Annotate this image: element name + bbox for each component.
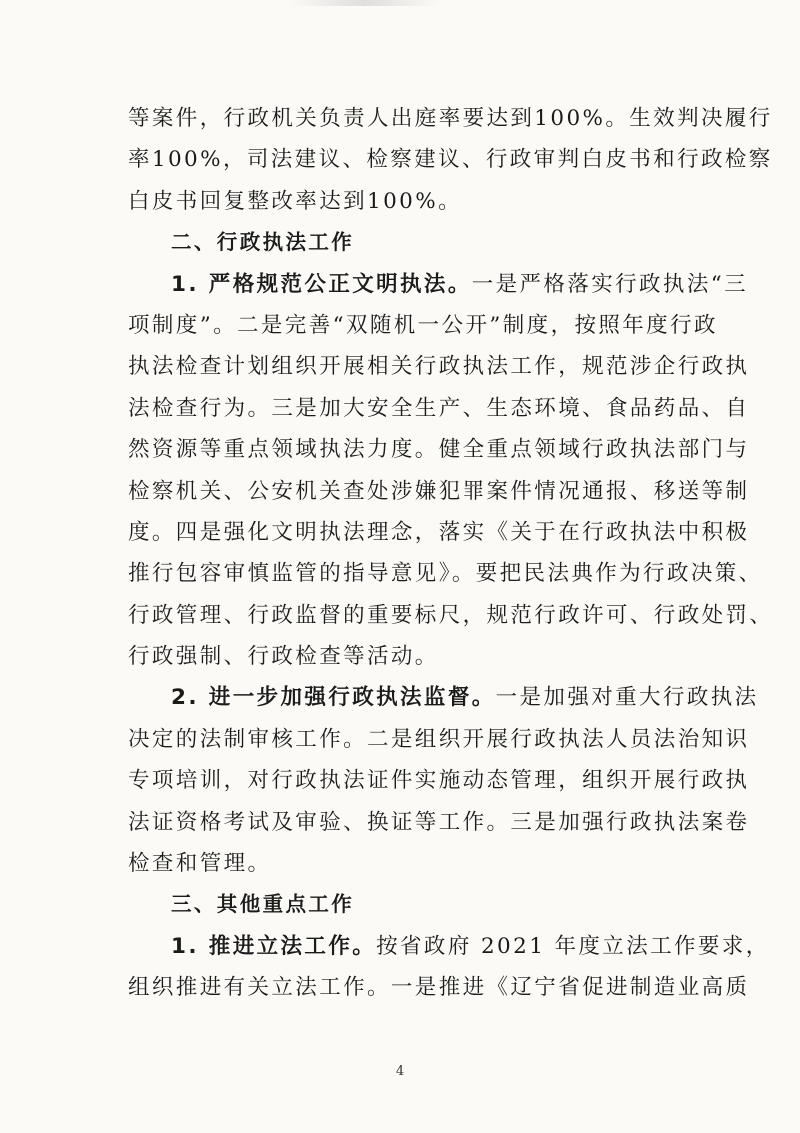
paragraph-lead: 2. 进一步加强行政执法监督。 xyxy=(171,685,496,711)
text-line: 按省政府 2021 年度立法工作要求， xyxy=(376,933,770,959)
text-line: 白皮书回复整改率达到100%。 xyxy=(128,188,462,214)
text-line: 专项培训，对行政执法证件实施动态管理，组织开展行政执 xyxy=(128,768,750,794)
paragraph-start-line xyxy=(128,926,770,967)
paragraph-lead: 1. 推进立法工作。 xyxy=(171,933,377,959)
text-line: 法证资格考试及审验、换证等工作。三是加强行政执法案卷 xyxy=(128,809,750,835)
text-line: 项制度”。二是完善“双随机一公开”制度，按照年度行政 xyxy=(128,312,718,338)
text-line: 执法检查计划组织开展相关行政执法工作，规范涉企行政执 xyxy=(128,354,750,380)
text-line: 检查和管理。 xyxy=(128,851,272,877)
text-line: 度。四是强化文明执法理念，落实《关于在行政执法中积极 xyxy=(128,519,750,545)
text-line: 一是加强对重大行政执法 xyxy=(495,685,759,711)
text-line: 检察机关、公安机关查处涉嫌犯罪案件情况通报、移送等制 xyxy=(128,478,750,504)
text-line: 决定的法制审核工作。二是组织开展行政执法人员法治知识 xyxy=(128,726,750,752)
text-line: 法检查行为。三是加大安全生产、生态环境、食品药品、自 xyxy=(128,395,750,421)
text-line: 然资源等重点领域执法力度。健全重点领域行政执法部门与 xyxy=(128,437,750,463)
paragraph-start-line xyxy=(128,264,749,305)
text-line: 组织推进有关立法工作。一是推进《辽宁省促进制造业高质 xyxy=(128,975,750,1001)
text-line: 等案件，行政机关负责人出庭率要达到100%。生效判决履行 xyxy=(128,106,773,131)
section-heading-other-work: 三、其他重点工作 xyxy=(171,892,355,917)
paragraph-lead: 1. 严格规范公正文明执法。 xyxy=(171,271,472,297)
scan-header-mark xyxy=(290,0,440,6)
text-line: 推行包容审慎监管的指导意见》。要把民法典作为行政决策、 xyxy=(128,561,763,587)
section-heading-admin-enforcement: 二、行政执法工作 xyxy=(171,230,355,255)
text-line: 一是严格落实行政执法“三 xyxy=(471,271,749,297)
paragraph-start-line xyxy=(128,677,759,718)
text-line: 率100%，司法建议、检察建议、行政审判白皮书和行政检察 xyxy=(128,147,773,173)
body-text xyxy=(128,98,774,1009)
text-line: 行政管理、行政监督的重要标尺，规范行政许可、行政处罚、 xyxy=(128,602,774,628)
text-line: 行政强制、行政检查等活动。 xyxy=(128,644,439,670)
page-number: 4 xyxy=(395,1064,405,1079)
